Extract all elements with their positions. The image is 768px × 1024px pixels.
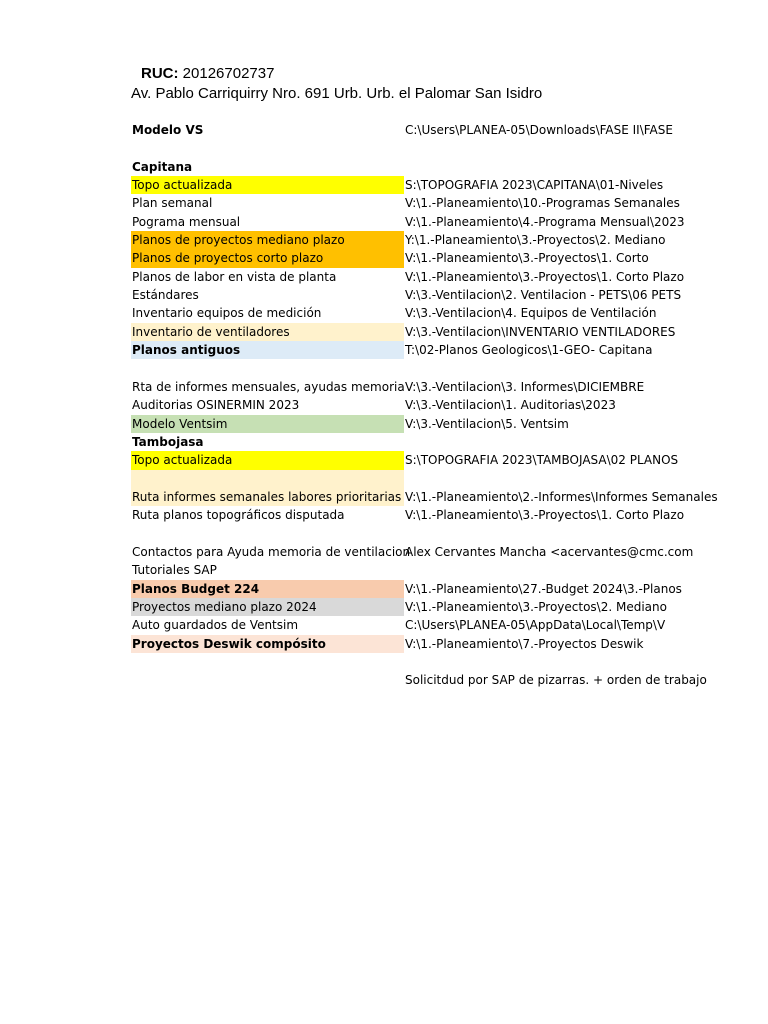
row-label-cell[interactable]: Topo actualizada [131, 451, 404, 469]
row-label-cell[interactable]: Modelo VS [132, 123, 204, 137]
row-label-cell[interactable]: Rta de informes mensuales, ayudas memoria [132, 379, 405, 394]
row-label-cell[interactable]: Estándares [132, 288, 199, 303]
row-path-cell[interactable] [404, 470, 668, 488]
ruc-value: 20126702737 [182, 65, 275, 82]
row-label-cell[interactable] [131, 470, 404, 488]
row-label-cell[interactable]: Auditorias OSINERMIN 2023 [132, 398, 300, 413]
row-path-cell[interactable] [404, 561, 668, 579]
sheet-row [131, 470, 667, 488]
row-path-cell[interactable]: V:\1.-Planeamiento\3.-Proyectos\1. Corto Plazo [405, 508, 685, 523]
row-path-cell[interactable]: C:\Users\PLANEA-05\AppData\Local\Temp\V [405, 618, 666, 633]
row-label-cell[interactable]: Inventario equipos de medición [132, 306, 322, 321]
row-path-cell[interactable] [404, 525, 668, 543]
sheet-row [131, 249, 667, 267]
row-label-cell[interactable] [131, 525, 404, 543]
row-label-cell[interactable]: Ruta planos topográficos disputada [132, 508, 345, 523]
row-path-cell[interactable]: Alex Cervantes Mancha <acervantes@cmc.com [405, 544, 694, 559]
sheet-row [131, 158, 667, 176]
sheet-row [131, 506, 685, 524]
row-path-cell[interactable]: S:\TOPOGRAFIA 2023\TAMBOJASA\02 PLANOS [405, 453, 679, 468]
row-path-cell[interactable] [404, 158, 668, 176]
row-path-cell[interactable]: V:\3.-Ventilacion\1. Auditorias\2023 [405, 398, 616, 413]
row-label-cell[interactable]: Ruta informes semanales labores prioritarias [131, 488, 404, 506]
row-label-cell[interactable]: Capitana [132, 159, 193, 174]
sheet-row [131, 525, 667, 543]
row-label-cell[interactable]: Tambojasa [132, 434, 204, 449]
sheet-row [131, 616, 667, 634]
row-path-cell[interactable]: V:\1.-Planeamiento\3.-Proyectos\1. Corto Plazo [405, 269, 685, 284]
row-path-cell[interactable]: S:\TOPOGRAFIA 2023\CAPITANA\01-Niveles [405, 178, 664, 193]
row-label-cell[interactable]: Modelo Ventsim [131, 415, 404, 433]
row-path-cell[interactable]: V:\3.-Ventilacion\2. Ventilacion - PETS\06 PETS [405, 288, 682, 303]
sheet-row [131, 543, 694, 561]
row-path-cell[interactable]: V:\1.-Planeamiento\2.-Informes\Informes Semanales [405, 489, 718, 504]
sheet-row [131, 139, 667, 157]
row-label-cell[interactable]: Planos de labor en vista de planta [132, 269, 337, 284]
row-path-cell[interactable]: V:\1.-Planeamiento\3.-Proyectos\2. Mediano [405, 599, 667, 614]
row-path-cell[interactable] [404, 359, 668, 377]
row-label-cell[interactable]: Topo actualizada [131, 176, 404, 194]
sheet-row [131, 415, 667, 433]
row-path-cell[interactable]: V:\3.-Ventilacion\INVENTARIO VENTILADORES [405, 324, 676, 339]
row-path-cell[interactable]: V:\1.-Planeamiento\27.-Budget 2024\3.-Planos [405, 581, 682, 596]
row-path-cell[interactable]: V:\3.-Ventilacion\5. Ventsim [405, 416, 569, 431]
row-label-cell[interactable]: Planos de proyectos corto plazo [131, 249, 404, 267]
sheet-row [131, 121, 673, 139]
row-label-cell[interactable]: Pograma mensual [132, 214, 241, 229]
row-label-cell[interactable] [131, 671, 404, 689]
ruc-line [141, 65, 274, 82]
sheet-row [131, 304, 667, 322]
row-label-cell[interactable] [131, 359, 404, 377]
row-label-cell[interactable]: Planos de proyectos mediano plazo [131, 231, 404, 249]
row-label-cell[interactable]: Auto guardados de Ventsim [132, 618, 299, 633]
sheet-row [131, 359, 667, 377]
row-path-cell[interactable]: V:\1.-Planeamiento\4.-Programa Mensual\2023 [405, 214, 685, 229]
row-path-cell[interactable]: V:\1.-Planeamiento\7.-Proyectos Deswik [405, 636, 644, 651]
row-label-cell[interactable]: Planos Budget 224 [131, 580, 404, 598]
sheet-row [131, 635, 667, 653]
row-path-cell[interactable]: Solicitdud por SAP de pizarras. + orden de trabajo [405, 673, 707, 688]
sheet-row [131, 561, 667, 579]
row-path-cell[interactable] [404, 653, 668, 671]
row-path-cell[interactable]: T:\02-Planos Geologicos\1-GEO- Capitana [405, 343, 653, 358]
sheet-row [131, 194, 680, 212]
sheet-row [131, 323, 676, 341]
sheet-row [131, 653, 667, 671]
sheet-row [131, 671, 707, 689]
sheet-row [131, 341, 667, 359]
row-path-cell[interactable]: V:\1.-Planeamiento\3.-Proyectos\1. Corto [405, 251, 649, 266]
row-path-cell[interactable] [404, 433, 668, 451]
sheet-row [131, 598, 667, 616]
sheet-row [131, 268, 685, 286]
row-label-cell[interactable]: Contactos para Ayuda memoria de ventilacion [132, 544, 411, 559]
sheet-row [131, 176, 667, 194]
row-path-cell[interactable]: C:\Users\PLANEA-05\Downloads\FASE II\FASE [405, 123, 673, 137]
row-label-cell[interactable]: Inventario de ventiladores [131, 323, 404, 341]
row-label-cell[interactable]: Plan semanal [132, 196, 213, 211]
row-path-cell[interactable]: Y:\1.-Planeamiento\3.-Proyectos\2. Mediano [405, 233, 666, 248]
sheet-row [131, 451, 679, 469]
row-label-cell[interactable] [131, 653, 404, 671]
row-label-cell[interactable]: Tutoriales SAP [132, 563, 217, 578]
sheet-row [131, 396, 667, 414]
sheet-row [131, 488, 718, 506]
row-path-cell[interactable]: V:\3.-Ventilacion\4. Equipos de Ventilación [405, 306, 657, 321]
row-label-cell[interactable]: Proyectos Deswik compósito [131, 635, 404, 653]
row-label-cell[interactable] [131, 139, 404, 157]
ruc-label: RUC: [141, 65, 179, 82]
company-address: Av. Pablo Carriquirry Nro. 691 Urb. Urb. el Palomar San Isidro [131, 85, 543, 102]
row-path-cell[interactable]: V:\3.-Ventilacion\3. Informes\DICIEMBRE [405, 379, 645, 394]
spreadsheet [131, 121, 718, 690]
row-path-cell[interactable] [404, 139, 668, 157]
sheet-row [131, 433, 667, 451]
row-label-cell[interactable]: Proyectos mediano plazo 2024 [131, 598, 404, 616]
sheet-row [131, 378, 667, 396]
sheet-row [131, 213, 685, 231]
row-path-cell[interactable]: V:\1.-Planeamiento\10.-Programas Semanales [405, 196, 680, 211]
sheet-row [131, 286, 682, 304]
sheet-row [131, 580, 682, 598]
sheet-row [131, 231, 667, 249]
row-label-cell[interactable]: Planos antiguos [131, 341, 404, 359]
